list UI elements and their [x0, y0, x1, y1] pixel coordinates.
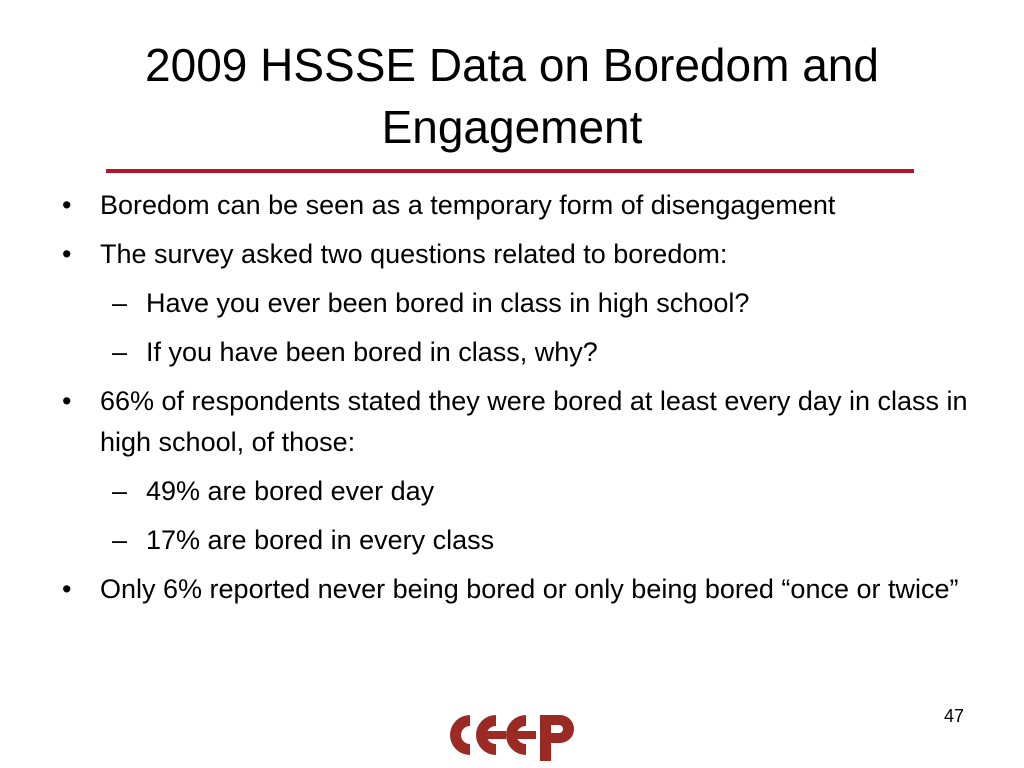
sub-bullet-item [60, 332, 980, 373]
bullet-marker: • [62, 239, 72, 269]
sub-bullet-item [60, 520, 980, 561]
bullet-marker: • [62, 190, 72, 220]
page-number: 47 [943, 706, 964, 726]
bullet-text: The survey asked two questions related to boredom: [100, 239, 728, 269]
sub-bullet-marker: – [112, 525, 128, 555]
bullet-text: Boredom can be seen as a temporary form of disengagement [100, 190, 836, 220]
bullet-text: Only 6% reported never being bored or only being bored “once or twice” [100, 574, 959, 604]
sub-bullet-text: If you have been bored in class, why? [146, 337, 598, 367]
bullet-item [60, 569, 980, 610]
bullet-list [60, 185, 980, 618]
bullet-text: 66% of respondents stated they were bored at least every day in class in high school, of those: [100, 386, 968, 457]
title-divider [106, 169, 914, 173]
sub-bullet-marker: – [112, 288, 128, 318]
bullet-item [60, 234, 980, 275]
sub-bullet-text: 49% are bored ever day [146, 476, 435, 506]
sub-bullet-item [60, 471, 980, 512]
ceep-logo [440, 703, 584, 765]
bullet-item [60, 381, 980, 463]
sub-bullet-marker: – [112, 337, 128, 367]
slide-title: 2009 HSSSE Data on Boredom and Engagement [145, 39, 879, 153]
ceep-logo-mark [450, 715, 574, 761]
sub-bullet-text: Have you ever been bored in class in high school? [146, 288, 750, 318]
bullet-marker: • [62, 574, 72, 604]
bullet-item [60, 185, 980, 226]
sub-bullet-text: 17% are bored in every class [146, 525, 495, 555]
sub-bullet-marker: – [112, 476, 128, 506]
sub-bullet-item [60, 283, 980, 324]
bullet-marker: • [62, 386, 72, 416]
